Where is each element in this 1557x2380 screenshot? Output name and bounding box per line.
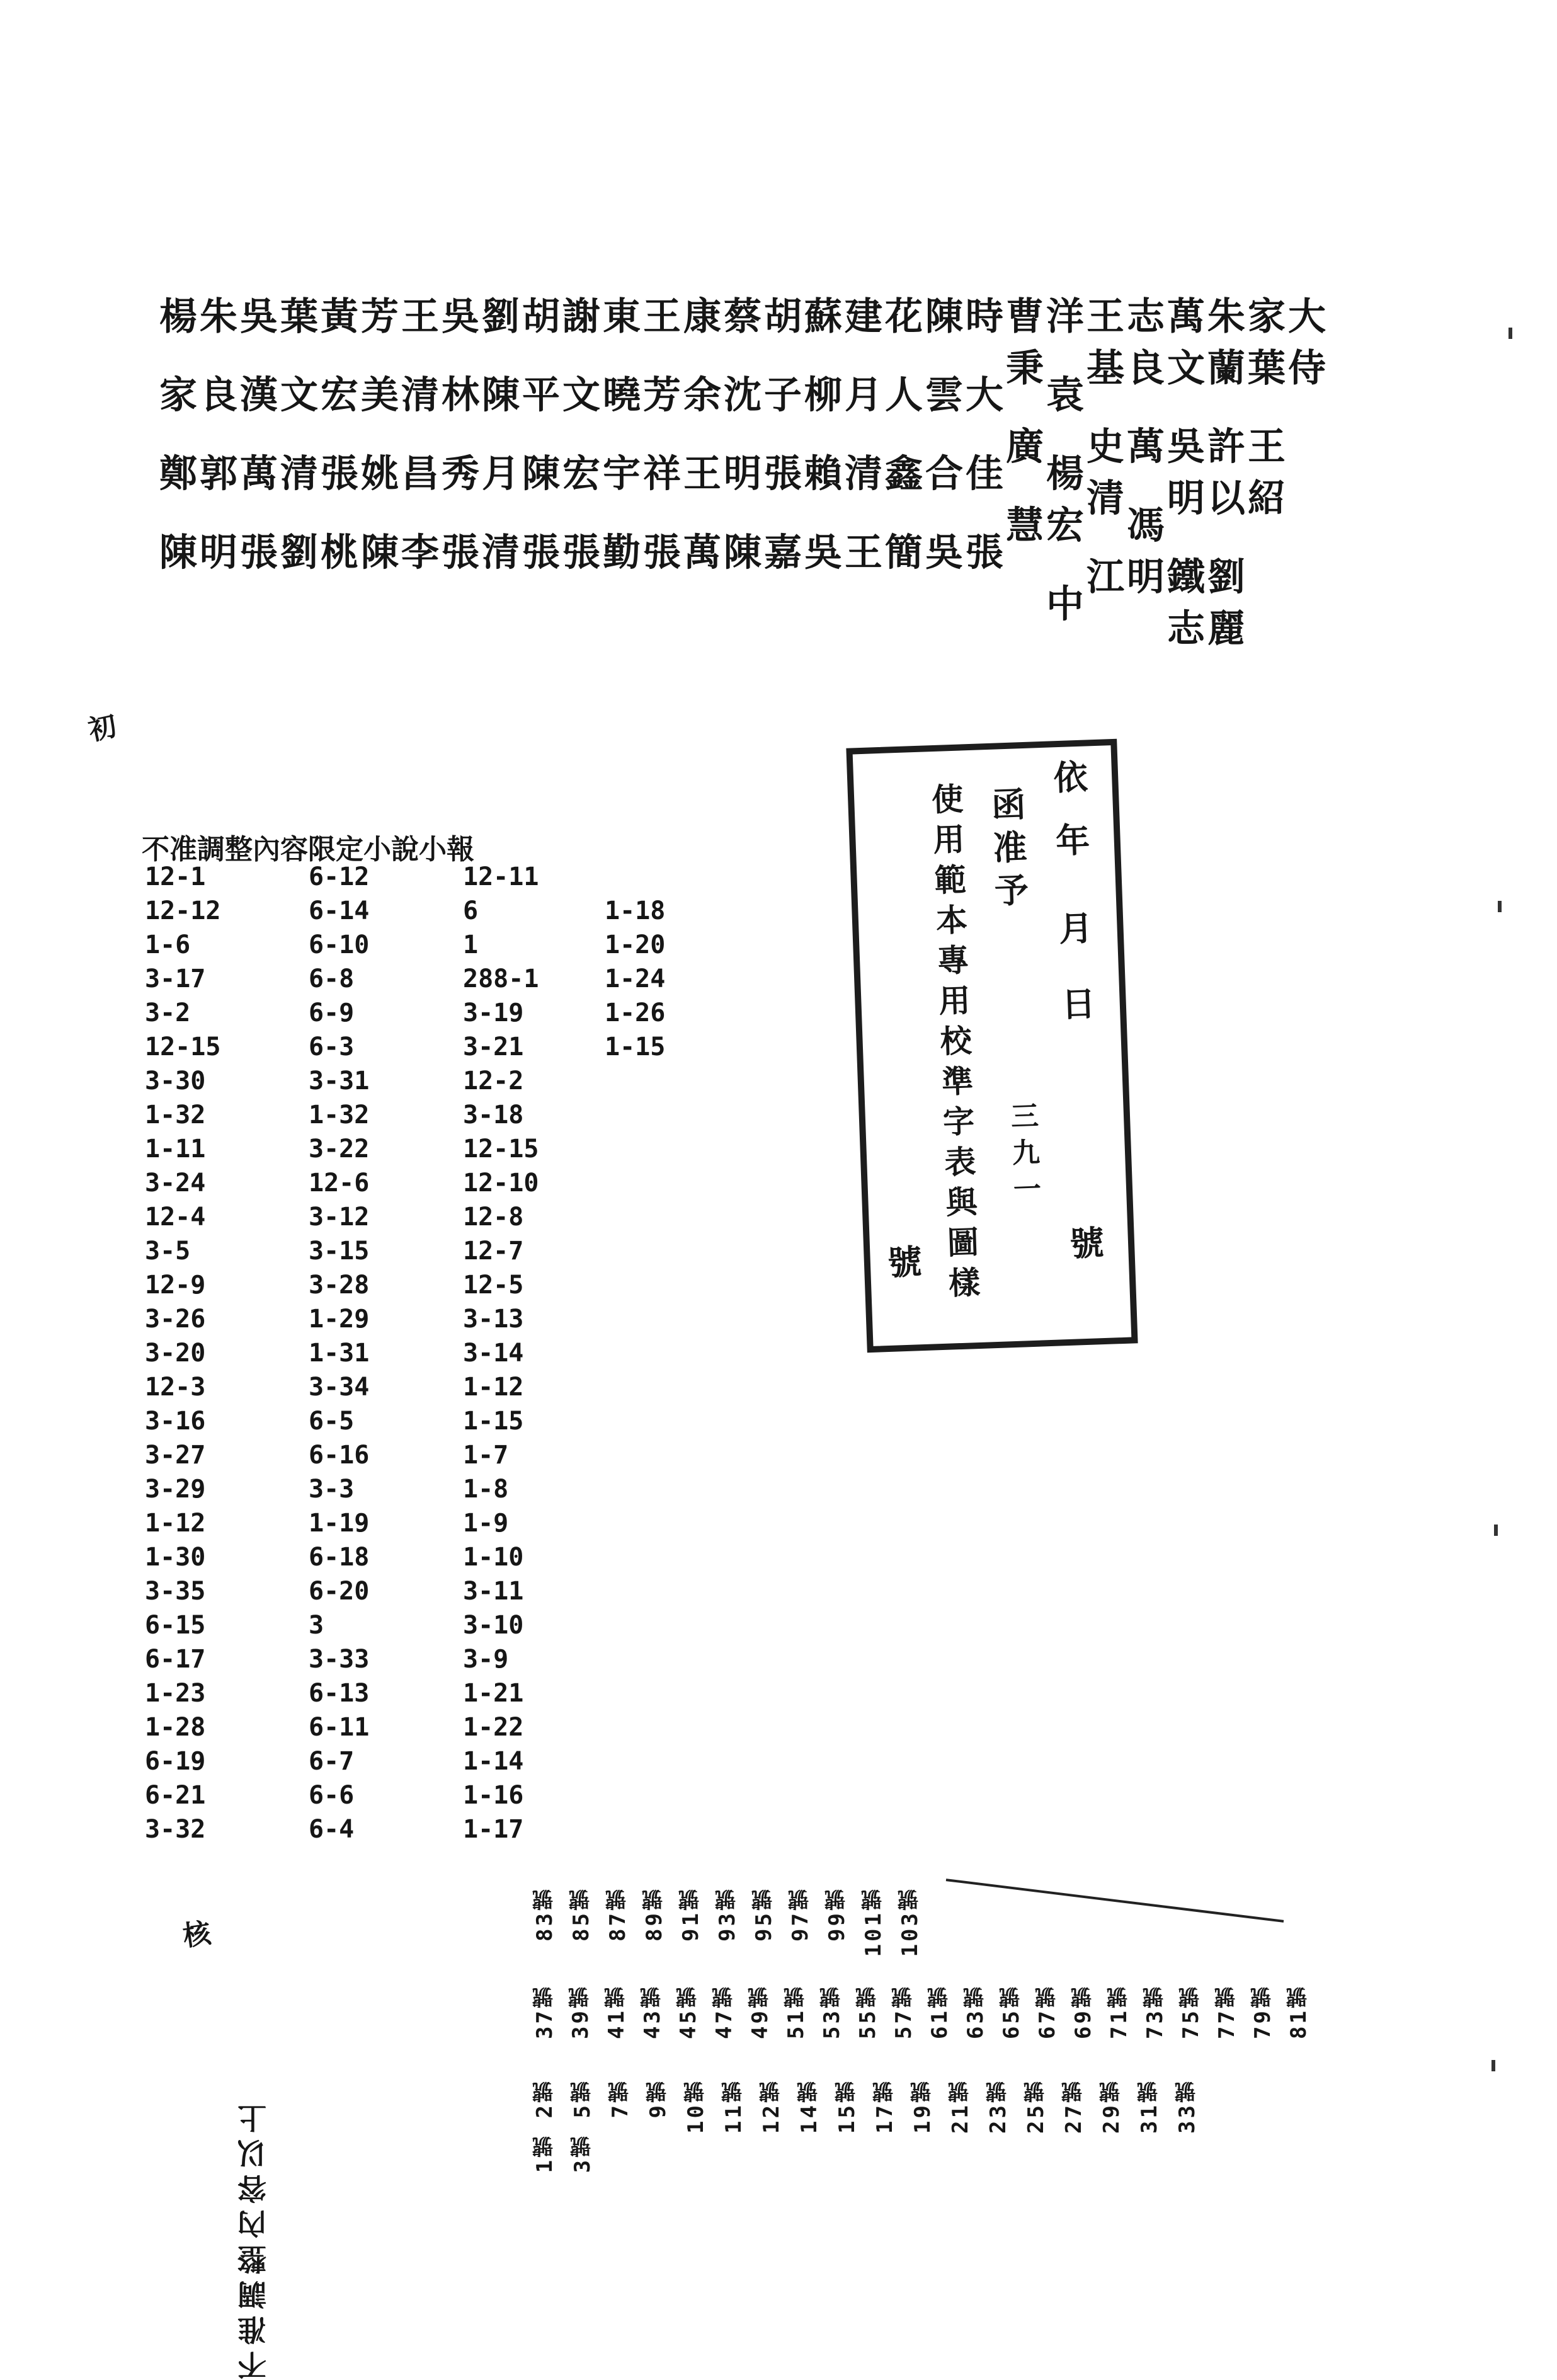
code-cell (605, 1404, 665, 1438)
bottom-number: 69號 (1071, 1984, 1096, 2039)
stamp-line-6: 號 (1064, 1224, 1106, 1269)
code-cell (605, 1710, 665, 1744)
name-column: 東 曉 宇 勤 (596, 296, 641, 584)
name-column: 朱 良 郭 明 (193, 296, 237, 584)
name-column: 朱蘭 許以 劉麗 (1201, 296, 1245, 660)
code-cell: 1-32 (145, 1101, 206, 1130)
stamp-line-5: 函准予 (985, 786, 1030, 916)
bottom-number: 12號 (759, 2079, 784, 2134)
code-cell: 1-24 (605, 964, 666, 993)
bottom-number: 9號 (646, 2079, 671, 2119)
code-cell (605, 1370, 665, 1404)
code-cell: 6-17 (145, 1645, 206, 1674)
name-column: 時 大 佳 張 (959, 296, 1003, 584)
code-cell: 6-3 (309, 1033, 355, 1061)
name-column: 王 芳 祥 張 (637, 296, 681, 584)
bottom-number: 29號 (1099, 2079, 1124, 2134)
code-cell: 12-10 (463, 1169, 539, 1198)
name-column: 曹秉 廣 慧 (1000, 296, 1044, 557)
name-column: 葉 文 清 劉 (274, 296, 318, 584)
code-cell: 3-21 (463, 1033, 524, 1061)
code-column-1 (145, 860, 220, 1846)
bottom-number: 73號 (1143, 1984, 1168, 2039)
code-cell: 12-15 (145, 1033, 221, 1061)
code-cell (605, 1676, 665, 1710)
code-cell: 3-11 (463, 1577, 524, 1606)
stamp-line-1: 依 (1047, 758, 1090, 803)
scan-speck (1494, 1525, 1498, 1536)
name-column: 陳 雲 合 吳 (919, 296, 963, 584)
code-cell: 1-11 (145, 1135, 206, 1164)
name-column: 洋 袁 楊宏 中 (1040, 296, 1084, 636)
code-cell: 12-15 (463, 1135, 539, 1164)
code-cell: 1-9 (463, 1509, 509, 1538)
code-cell: 12-7 (463, 1237, 524, 1266)
name-column: 蘇 柳 賴 吳 (798, 296, 842, 584)
scan-speck (1509, 328, 1512, 339)
bottom-number: 81號 (1286, 1984, 1311, 2039)
code-cell: 3-27 (145, 1441, 206, 1470)
bottom-number: 61號 (927, 1984, 952, 2039)
code-cell: 3-30 (145, 1067, 206, 1096)
code-cell: 12-8 (463, 1203, 524, 1232)
bottom-number: 57號 (891, 1984, 916, 2039)
code-cell: 1-10 (463, 1543, 524, 1572)
code-cell: 6-8 (309, 964, 355, 993)
code-cell: 1-29 (309, 1305, 370, 1334)
code-cell: 1-20 (605, 930, 666, 959)
bottom-number: 43號 (640, 1984, 665, 2039)
bottom-number: 63號 (963, 1984, 988, 2039)
side-note: 不准調整內容以上 (237, 2098, 271, 2380)
stamp-line-4: 日 (1055, 985, 1098, 1030)
code-cell: 288-1 (463, 964, 539, 993)
code-cell (605, 1302, 665, 1336)
bottom-number: 41號 (604, 1984, 629, 2039)
code-cell: 3-3 (309, 1475, 355, 1504)
code-cell: 12-9 (145, 1271, 206, 1300)
bottom-number: 97號 (788, 1887, 813, 1942)
bottom-number: 14號 (797, 2079, 822, 2134)
code-cell: 1-30 (145, 1543, 206, 1572)
code-column-3 (463, 860, 539, 1846)
code-cell: 6-15 (145, 1611, 206, 1640)
code-cell: 12-4 (145, 1203, 206, 1232)
name-column: 花 人 鑫 簡 (879, 296, 923, 584)
stamp-line-3: 月 (1052, 910, 1095, 954)
code-cell: 6-10 (309, 930, 370, 959)
code-cell: 3-31 (309, 1067, 370, 1096)
code-cell (605, 1166, 665, 1200)
code-cell: 3-14 (463, 1339, 524, 1368)
bottom-number: 89號 (642, 1887, 667, 1942)
code-cell (605, 1438, 665, 1472)
code-cell: 1-21 (463, 1679, 524, 1708)
code-cell: 3-26 (145, 1305, 206, 1334)
bottom-number: 99號 (824, 1887, 850, 1942)
code-cell: 3-5 (145, 1237, 191, 1266)
approval-stamp (846, 739, 1138, 1353)
code-cell: 1-17 (463, 1815, 524, 1844)
bottom-number: 47號 (712, 1984, 737, 2039)
bottom-number: 3號 5號 (570, 2079, 595, 2173)
name-column: 吳 林 秀 張 (435, 296, 479, 584)
code-cell: 3-20 (145, 1339, 206, 1368)
code-cell: 12-2 (463, 1067, 524, 1096)
code-cell: 1-16 (463, 1781, 524, 1810)
code-cell: 1-31 (309, 1339, 370, 1368)
code-cell: 3-13 (463, 1305, 524, 1334)
code-cell: 1-28 (145, 1713, 206, 1742)
code-cell: 3-17 (145, 964, 206, 993)
bottom-number: 11號 (721, 2079, 746, 2134)
code-cell (605, 1506, 665, 1540)
code-cell (605, 1744, 665, 1778)
bottom-number: 39號 (568, 1984, 593, 2039)
code-cell: 1-19 (309, 1509, 370, 1538)
code-cell: 3 (309, 1611, 324, 1640)
name-column: 胡 平 陳 張 (516, 296, 560, 584)
code-cell: 12-12 (145, 896, 221, 925)
code-cell: 3-22 (309, 1135, 370, 1164)
bottom-number: 10號 (683, 2079, 709, 2134)
name-column: 劉 陳 月 清 (476, 296, 520, 584)
bottom-number: 83號 (532, 1887, 557, 1942)
code-cell (605, 1098, 665, 1132)
code-cell: 12-3 (145, 1373, 206, 1402)
bottom-number: 51號 (784, 1984, 809, 2039)
name-column: 黃 宏 張 桃 (314, 296, 358, 584)
code-cell: 3-2 (145, 998, 191, 1027)
code-cell: 3-32 (145, 1815, 206, 1844)
code-cell: 1-26 (605, 998, 666, 1027)
code-cell (605, 1132, 665, 1166)
table-title: 不准調整內容限定小說小報 (142, 833, 474, 866)
code-cell: 12-11 (463, 862, 539, 891)
name-column: 謝 文 宏 張 (556, 296, 600, 584)
bottom-number: 17號 (872, 2079, 898, 2134)
code-cell (605, 1540, 665, 1574)
bottom-number: 23號 (986, 2079, 1011, 2134)
bottom-number: 79號 (1250, 1984, 1275, 2039)
stamp-line-2: 年 (1049, 821, 1092, 866)
name-column: 康 余 王 萬 (677, 296, 721, 584)
bottom-number: 93號 (715, 1887, 740, 1942)
code-cell: 3-18 (463, 1101, 524, 1130)
code-cell (605, 1064, 665, 1098)
bottom-number: 75號 (1178, 1984, 1204, 2039)
code-cell: 3-33 (309, 1645, 370, 1674)
code-cell: 1 (463, 930, 479, 959)
code-cell (605, 1472, 665, 1506)
code-cell: 1-15 (463, 1407, 524, 1436)
code-cell: 3-15 (309, 1237, 370, 1266)
code-cell: 12-6 (309, 1169, 370, 1198)
code-cell: 3-19 (463, 998, 524, 1027)
bottom-number: 101號 (861, 1887, 886, 1957)
stamp-line-7: 使用範本專用校準字表與圖樣 (926, 782, 982, 1307)
code-cell: 1-32 (309, 1101, 370, 1130)
name-column: 蔡 沈 明 陳 (717, 296, 761, 584)
code-cell (605, 1336, 665, 1370)
name-column: 萬文 吳明 鐵志 (1161, 296, 1205, 660)
seal-he: 核 (181, 1917, 213, 1953)
code-cell: 6-6 (309, 1781, 355, 1810)
code-cell: 12-5 (463, 1271, 524, 1300)
code-cell: 6-12 (309, 862, 370, 891)
bottom-number: 15號 (835, 2079, 860, 2134)
stamp-line-9: 號 (881, 1244, 924, 1288)
bottom-number: 27號 (1061, 2079, 1086, 2134)
code-cell (605, 1608, 665, 1642)
code-cell: 6-21 (145, 1781, 206, 1810)
bottom-number: 55號 (855, 1984, 881, 2039)
bottom-number: 95號 (751, 1887, 777, 1942)
bottom-number: 71號 (1107, 1984, 1132, 2039)
code-cell: 6-16 (309, 1441, 370, 1470)
name-column: 王 清 昌 李 (395, 296, 439, 584)
name-column: 王基 史清 江 (1080, 296, 1124, 609)
bottom-number: 103號 (898, 1887, 923, 1957)
code-cell (605, 1778, 665, 1812)
code-cell: 3-29 (145, 1475, 206, 1504)
bottom-number: 19號 (910, 2079, 935, 2134)
bottom-number: 37號 (532, 1984, 557, 2039)
code-cell: 6-5 (309, 1407, 355, 1436)
code-cell (605, 1642, 665, 1676)
seal-chu: 初 (86, 709, 120, 747)
code-cell: 1-7 (463, 1441, 509, 1470)
name-column: 胡 子 張 嘉 (758, 296, 802, 584)
code-cell: 3-35 (145, 1577, 206, 1606)
code-cell: 3-28 (309, 1271, 370, 1300)
code-cell: 12-1 (145, 862, 206, 891)
bottom-number: 77號 (1214, 1984, 1240, 2039)
bottom-number: 1號 2號 (532, 2079, 557, 2173)
code-cell: 1-23 (145, 1679, 206, 1708)
bottom-number: 91號 (678, 1887, 704, 1942)
code-cell: 6-18 (309, 1543, 370, 1572)
bottom-number: 31號 (1137, 2079, 1162, 2134)
bottom-number: 65號 (999, 1984, 1024, 2039)
bottom-number: 33號 (1175, 2079, 1200, 2134)
code-cell (605, 1234, 665, 1268)
bottom-number: 49號 (748, 1984, 773, 2039)
code-cell: 3-16 (145, 1407, 206, 1436)
name-column: 建 月 清 王 (838, 296, 882, 584)
code-cell (605, 1200, 665, 1234)
code-cell: 6-19 (145, 1747, 206, 1776)
code-cell: 6-9 (309, 998, 355, 1027)
name-column: 志良 萬 馮明 (1121, 296, 1165, 609)
bottom-number: 87號 (605, 1887, 630, 1942)
bottom-number: 7號 (608, 2079, 633, 2119)
code-cell: 3-34 (309, 1373, 370, 1402)
bottom-number: 25號 (1024, 2079, 1049, 2134)
code-cell (605, 1846, 665, 1880)
code-cell: 3-10 (463, 1611, 524, 1640)
code-cell: 1-14 (463, 1747, 524, 1776)
code-cell: 1-8 (463, 1475, 509, 1504)
code-cell: 3-9 (463, 1645, 509, 1674)
code-cell (605, 1574, 665, 1608)
code-column-2 (309, 860, 369, 1846)
scan-speck (1498, 901, 1502, 912)
code-cell: 6-14 (309, 896, 370, 925)
bottom-number: 85號 (569, 1887, 594, 1942)
divider-line (946, 1879, 1284, 1923)
bottom-number: 21號 (948, 2079, 973, 2134)
name-column: 芳 美 姚 陳 (355, 296, 399, 584)
code-cell: 6-13 (309, 1679, 370, 1708)
code-column-4 (605, 894, 665, 1880)
code-cell: 1-15 (605, 1033, 666, 1061)
code-cell (605, 1812, 665, 1846)
code-cell: 6-7 (309, 1747, 355, 1776)
scan-speck (1491, 2060, 1495, 2071)
bottom-number: 45號 (676, 1984, 701, 2039)
code-cell: 6-11 (309, 1713, 370, 1742)
code-cell: 1-22 (463, 1713, 524, 1742)
name-column: 吳 漢 萬 張 (234, 296, 278, 584)
stamp-line-8: 三九一 (1005, 1101, 1042, 1212)
bottom-number: 53號 (819, 1984, 845, 2039)
code-cell: 1-18 (605, 896, 666, 925)
code-cell: 1-6 (145, 930, 191, 959)
code-cell (605, 1268, 665, 1302)
code-cell: 3-12 (309, 1203, 370, 1232)
code-cell: 1-12 (145, 1509, 206, 1538)
code-cell: 6-20 (309, 1577, 370, 1606)
code-cell: 3-24 (145, 1169, 206, 1198)
code-cell: 1-12 (463, 1373, 524, 1402)
name-column: 大侍 (1282, 296, 1326, 399)
name-column: 楊 家 鄭 陳 (153, 296, 197, 584)
bottom-number: 67號 (1035, 1984, 1060, 2039)
code-cell: 6-4 (309, 1815, 355, 1844)
name-column: 家葉 王紹 (1241, 296, 1286, 530)
code-cell: 6 (463, 896, 479, 925)
